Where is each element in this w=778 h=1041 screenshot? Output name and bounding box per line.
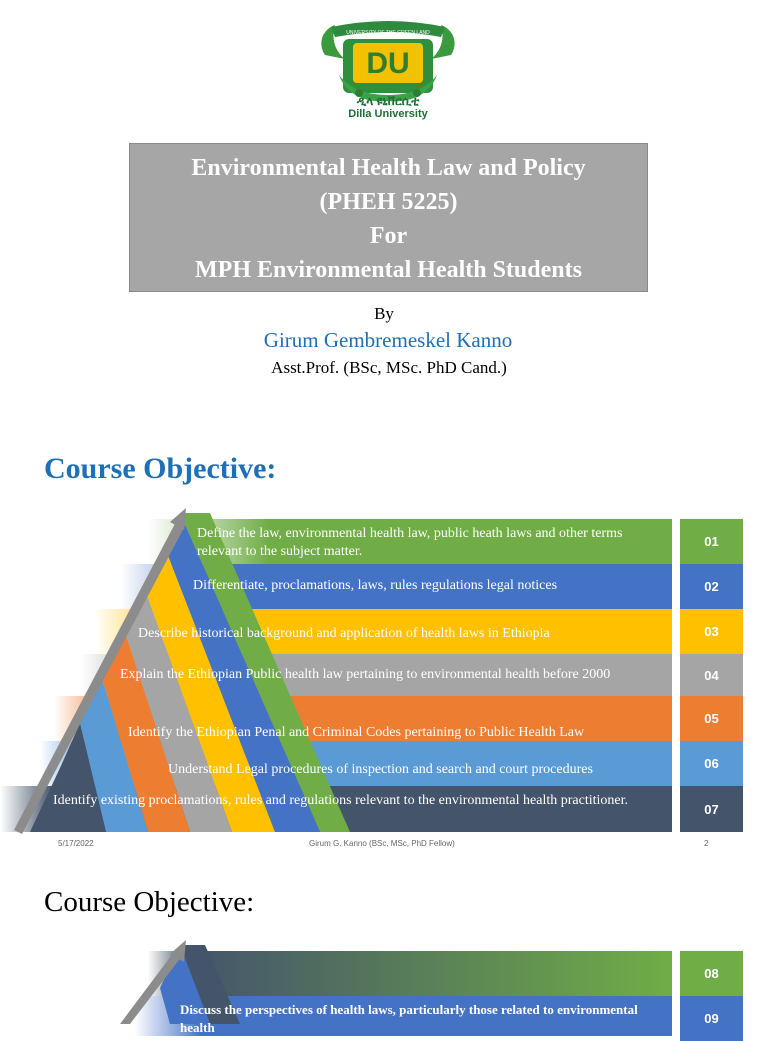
logo-caption bbox=[300, 95, 476, 120]
slide-heading: Course Objective: bbox=[44, 452, 277, 485]
footer-date: 5/17/2022 bbox=[58, 839, 94, 848]
logo-english-text: Dilla University bbox=[348, 108, 428, 120]
title-line-3: For bbox=[369, 223, 408, 249]
objective-number-04: 04 bbox=[680, 654, 743, 696]
objective-number-03: 03 bbox=[680, 609, 743, 654]
objective-number-09: 09 bbox=[680, 996, 743, 1041]
objective-text-06: Understand Legal procedures of inspection and search and court procedures bbox=[168, 762, 593, 777]
objective-number-01: 01 bbox=[680, 519, 743, 564]
objectives-slide-1 bbox=[0, 438, 768, 858]
objective-text-05: Identify the Ethiopian Penal and Criminal Codes pertaining to Public Health Law bbox=[128, 725, 585, 740]
objective-number-02: 02 bbox=[680, 564, 743, 609]
title-line-2: (PHEH 5225) bbox=[319, 189, 458, 215]
title-line-4: MPH Environmental Health Students bbox=[195, 257, 582, 283]
objective-text-09: Discuss the perspectives of health laws, particularly those related to environmental health bbox=[180, 1002, 638, 1035]
objective-text-04: Explain the Ethiopian Public health law pertaining to environmental health before 2000 bbox=[120, 667, 611, 682]
objective-text-07: Identify existing proclamations, rules and regulations relevant to the environmental health practitioner. bbox=[53, 793, 628, 808]
title-line-1: Environmental Health Law and Policy bbox=[191, 155, 586, 181]
objective-text-02: Differentiate, proclamations, laws, rules regulations legal notices bbox=[193, 578, 558, 593]
by-label: By bbox=[374, 304, 394, 323]
objective-number-07: 07 bbox=[680, 786, 743, 832]
author-name: Girum Gembremeskel Kanno bbox=[263, 328, 513, 352]
objective-text-01: Define the law, environmental health law, public heath laws and other terms relevant to the subject matter. bbox=[197, 526, 623, 559]
objective-number-05: 05 bbox=[680, 696, 743, 741]
logo-banner-text: UNIVERSITY OF THE GREEN LAND bbox=[346, 30, 430, 36]
logo-initials: DU bbox=[366, 47, 410, 80]
logo-amharic-text: ዲላ ዩኒቨርሲቲ bbox=[356, 94, 420, 108]
objective-text-03: Describe historical background and application of health laws in Ethiopia bbox=[138, 626, 550, 641]
objectives-slide-2 bbox=[0, 868, 768, 1035]
author-credentials: Asst.Prof. (BSc, MSc. PhD Cand.) bbox=[271, 358, 507, 377]
footer-author: Girum G. Kanno (BSc, MSc, PhD Fellow) bbox=[309, 839, 455, 848]
slide-heading: Course Objective: bbox=[44, 886, 255, 918]
objective-number-08: 08 bbox=[680, 951, 743, 996]
objective-number-06: 06 bbox=[680, 741, 743, 786]
course-title-box bbox=[129, 143, 648, 292]
footer-page-number: 2 bbox=[704, 839, 709, 848]
title-slide bbox=[0, 0, 768, 420]
